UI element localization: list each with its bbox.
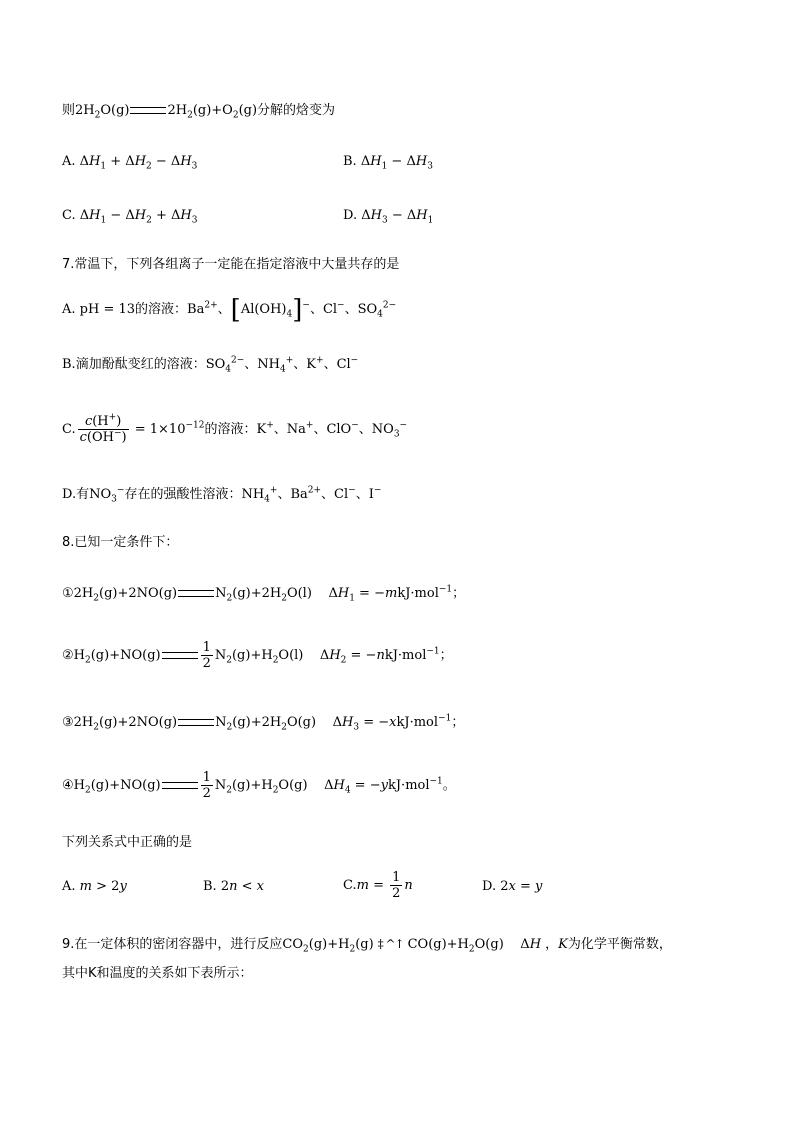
- q8-eq-3: $③2H_2(g)+2NO(g)$ $N_2(g)+2H_2O(g)$ $\Delta H_3 = -xkJ\cdot mol^{-1}$；: [62, 713, 465, 733]
- q8-eq-1: $①2H_2(g)+2NO(g)$ $N_2(g)+2H_2O(l)$ $\Delta H_1 = -mkJ\cdot mol^{-1}$；: [62, 584, 466, 604]
- q7-option-d[interactable]: D.有$NO_3^-$存在的强酸性溶液：$NH_4^+$、$Ba^{2+}$、Cl−、I−: [62, 485, 382, 505]
- q8-option-a[interactable]: A. m > 2y: [62, 879, 127, 894]
- q7-option-a[interactable]: A. pH = 13的溶液：$Ba^{2+}$、$[Al(OH)_4]^-$、Cl−、$SO_4^{2-}$: [62, 295, 397, 325]
- q9-line2: 其中K和温度的关系如下表所示：: [62, 966, 253, 981]
- q8-eq-4: $④H_2(g)+NO(g)$ $\frac{1}{2}$ $N_2(g)+H_2O(g)$ $\Delta H_4 = -ykJ\cdot mol^{-1}$。: [62, 770, 456, 801]
- q7-option-b[interactable]: B.滴加酚酞变红的溶液：$SO_4^{2-}$、$NH_4^+$、K+、Cl−: [62, 355, 359, 375]
- q6-stem: 则$2H_2O(g)$ $2H_2(g)+O_2(g)$分解的焓变为: [62, 103, 336, 121]
- q6-option-d[interactable]: D. $\Delta H_3 - \Delta H_1$: [343, 208, 434, 226]
- q8-option-d[interactable]: D. 2x = y: [482, 879, 543, 894]
- q8-eq-2: $②H_2(g)+NO(g)$ $\frac{1}{2}$ $N_2(g)+H_2O(l)$ $\Delta H_2 = -nkJ\cdot mol^{-1}$；: [62, 640, 453, 671]
- q6-option-c[interactable]: C. $\Delta H_1 - \Delta H_2 + \Delta H_3$: [62, 208, 198, 226]
- q7-option-c[interactable]: C. $\frac{c(H^+)}{c(OH^-)}$ = $1\times 10^{-12}$的溶液：K+、Na+、ClO−、$NO_3^-$: [62, 412, 408, 445]
- q8-option-b[interactable]: B. 2n < x: [203, 879, 264, 894]
- q9-stem: 9.在一定体积的密闭容器中，进行反应$CO_2(g)+H_2(g)$ ‡ ^↑ $CO(g)+H_2O(g)$ ΔH ，K为化学平衡常数，: [62, 937, 672, 955]
- q6-option-a[interactable]: A. $\Delta H_1 + \Delta H_2 - \Delta H_3$: [62, 154, 198, 172]
- q8-question: 下列关系式中正确的是: [62, 835, 193, 850]
- q6-option-b[interactable]: B. $\Delta H_1 - \Delta H_3$: [343, 154, 433, 172]
- q8-option-c[interactable]: C.m = $\frac{1}{2}$ n: [343, 870, 413, 901]
- q8-stem: 8.已知一定条件下：: [62, 535, 179, 550]
- q7-stem: 7.常温下，下列各组离子一定能在指定溶液中大量共存的是: [62, 257, 400, 272]
